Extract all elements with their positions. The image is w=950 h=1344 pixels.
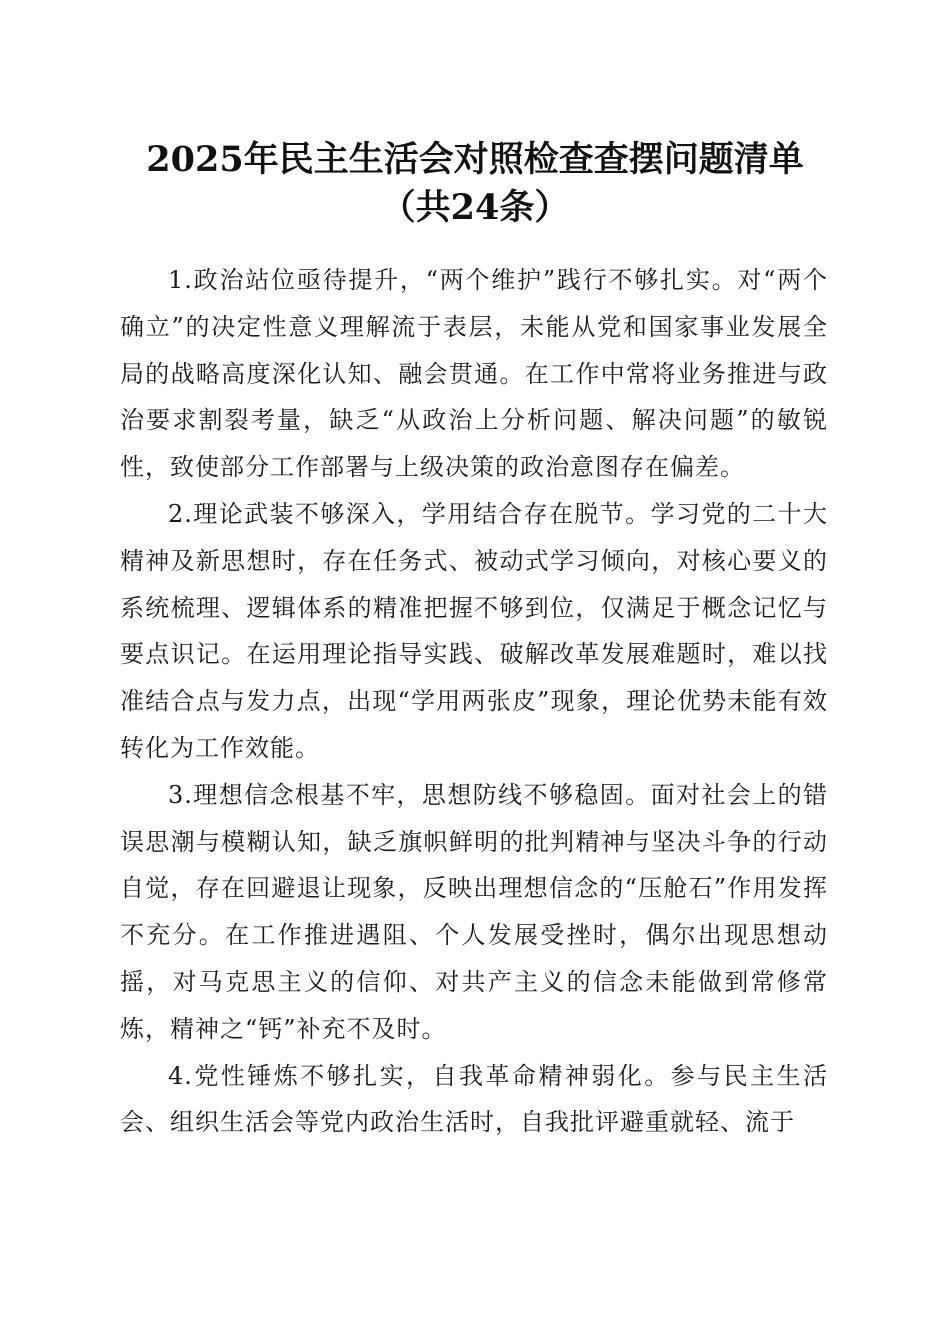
paragraph-item-4: 4.党性锤炼不够扎实，自我革命精神弱化。参与民主生活会、组织生活会等党内政治生活时，自我批评避重就轻、流于 [120,1061,828,1137]
paragraph-item-3: 3.理想信念根基不牢，思想防线不够稳固。面对社会上的错误思潮与模糊认知，缺乏旗帜鲜明的批判精神与坚决斗争的行动自觉，存在回避退让现象，反映出理想信念的“压舱石”作用发挥不充分。在工作推进遇阻、个人发展受挫时，偶尔出现思想动摇，对马克思主义的信仰、对共产主义的信念未能做到常修常炼，精神之“钙”补充不及时。 [120,780,828,1043]
paragraph-item-1: 1.政治站位亟待提升，“两个维护”践行不够扎实。对“两个确立”的决定性意义理解流于表层，未能从党和国家事业发展全局的战略高度深化认知、融会贯通。在工作中常将业务推进与政治要求割裂考量，缺乏“从政治上分析问题、解决问题”的敏锐性，致使部分工作部署与上级决策的政治意图存在偏差。 [120,266,828,482]
paragraph-item-2: 2.理论武装不够深入，学用结合存在脱节。学习党的二十大精神及新思想时，存在任务式、被动式学习倾向，对核心要义的系统梳理、逻辑体系的精准把握不够到位，仅满足于概念记忆与要点识记。在运用理论指导实践、破解改革发展难题时，难以找准结合点与发力点，出现“学用两张皮”现象，理论优势未能有效转化为工作效能。 [120,499,828,762]
document-body [120,257,828,1146]
document-title [0,136,950,232]
title-main: 2025年民主生活会对照检查查摆问题清单 [146,139,804,180]
title-subtitle: （共24条） [380,187,570,228]
